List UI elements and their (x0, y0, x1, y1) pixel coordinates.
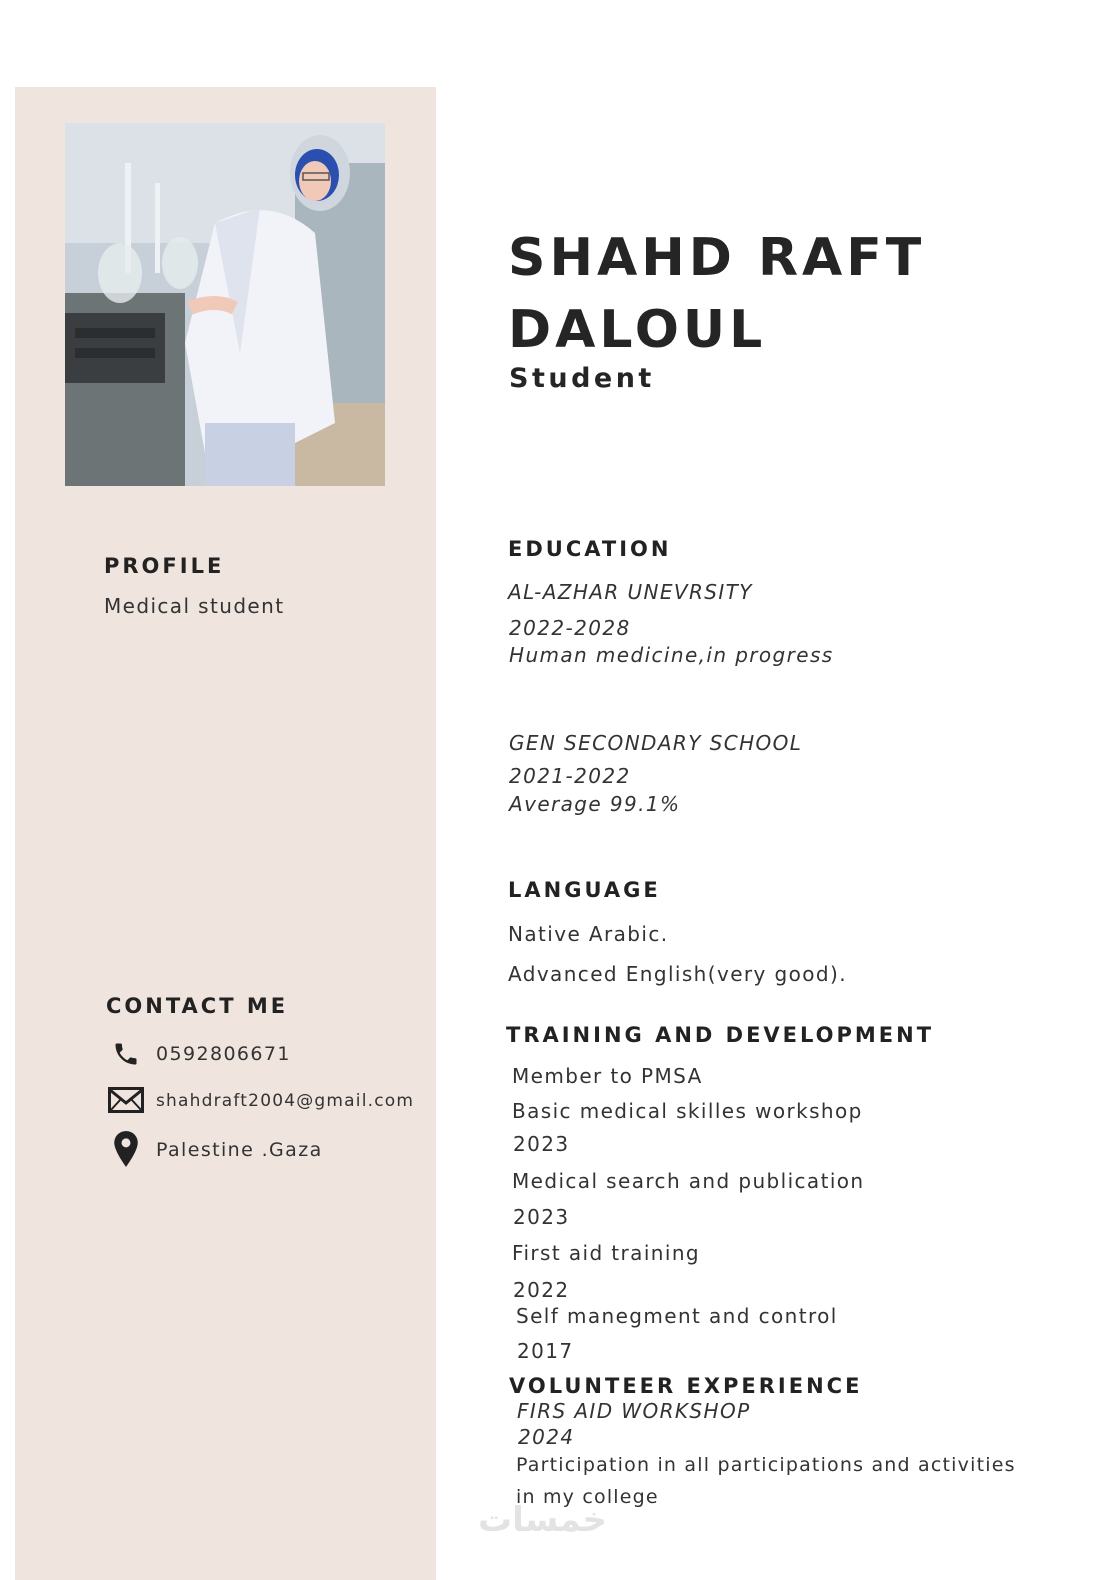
name-line-2: DALOUL (508, 300, 767, 360)
education-years-2: 2021-2022 (509, 764, 631, 788)
profile-text: Medical student (104, 594, 285, 618)
contact-heading: CONTACT ME (106, 994, 289, 1018)
volunteer-desc-line-2: in my college (516, 1486, 659, 1508)
training-line: Medical search and publication (512, 1169, 865, 1193)
education-school-2: GEN SECONDARY SCHOOL (509, 731, 803, 755)
phone-number[interactable]: 0592806671 (156, 1043, 291, 1065)
training-line: Self manegment and control (516, 1304, 838, 1328)
training-line: First aid training (512, 1241, 700, 1265)
training-line: Member to PMSA (512, 1064, 703, 1088)
name-line-1: SHAHD RAFT (508, 228, 926, 288)
candidate-name (508, 222, 925, 366)
volunteer-heading: VOLUNTEER EXPERIENCE (509, 1374, 863, 1398)
location-text: Palestine .Gaza (156, 1139, 323, 1161)
profile-photo-image (65, 123, 385, 486)
training-heading: TRAINING AND DEVELOPMENT (506, 1023, 935, 1047)
email-address[interactable]: shahdraft2004@gmail.com (156, 1091, 415, 1111)
language-heading: LANGUAGE (508, 878, 661, 902)
location-pin-icon (112, 1130, 140, 1168)
training-line: Basic medical skilles workshop (512, 1099, 863, 1123)
volunteer-title: FIRS AID WORKSHOP (517, 1399, 751, 1423)
language-item-1: Native Arabic. (508, 922, 669, 946)
language-item-2: Advanced English(very good). (508, 962, 847, 986)
training-line: 2023 (513, 1132, 570, 1156)
profile-photo (65, 123, 385, 486)
job-title: Student (509, 363, 655, 394)
volunteer-desc-line-1: Participation in all participations and activities (516, 1454, 1016, 1476)
envelope-icon (108, 1087, 144, 1113)
education-school-1: AL-AZHAR UNEVRSITY (508, 580, 753, 604)
education-detail-2: Average 99.1% (509, 792, 681, 816)
profile-heading: PROFILE (104, 554, 225, 578)
training-line: 2017 (517, 1339, 574, 1363)
education-detail-1: Human medicine,in progress (509, 643, 834, 667)
volunteer-year: 2024 (518, 1425, 575, 1449)
education-years-1: 2022-2028 (509, 616, 631, 640)
phone-icon (112, 1040, 140, 1068)
training-line: 2022 (513, 1278, 570, 1302)
education-heading: EDUCATION (508, 537, 672, 561)
training-line: 2023 (513, 1205, 570, 1229)
watermark: خمسات (478, 1500, 607, 1540)
